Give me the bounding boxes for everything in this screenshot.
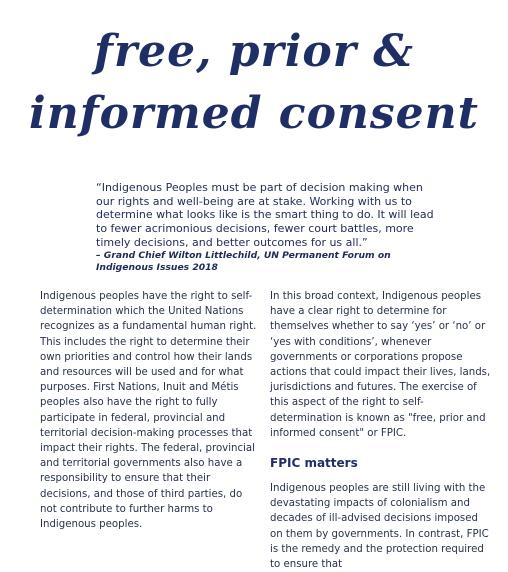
right-column [270,289,492,572]
quote-text: “Indigenous Peoples must be part of decision making when our rights and well-being are at stake. Working with us to determine what looks like is the smart thing to do. It will lead to fewer acrimonious decisions, fewer court battles, more timely decisions, and better outcomes for us all.” [96,181,434,249]
right-column-paragraph-1: In this broad context, Indigenous peoples have a clear right to determine for themselves whether to say ‘yes’ or ‘no’ or ‘yes with conditions’, whenever governments or corporations propose actions that could impact their lives, lands, jurisdictions and futures. The exercise of this aspect of the right to self-determination is known as "free, prior and informed consent" or FPIC. [270,291,491,439]
pull-quote [96,181,436,274]
right-column-paragraph-2: Indigenous peoples are still living with the devastating impacts of colonialism and decades of ill-advised decisions imposed on them by governments. In contrast, FPIC is the remedy and the protection required to ensure that [270,483,489,571]
left-column [40,289,262,532]
quote-attribution: – Grand Chief Wilton Littlechild, UN Permanent Forum on Indigenous Issues 2018 [96,249,391,273]
document-title-line-2: informed consent [28,88,479,139]
section-heading-fpic-matters: FPIC matters [270,456,358,471]
left-column-paragraph: Indigenous peoples have the right to self-determination which the United Nations recognizes as a fundamental human right. This includes the right to determine their own priorities and control how their lands and resources will be used and for what purposes. First Nations, Inuit and Métis peoples also have the right to fully participate in federal, provincial and territorial decision-making processes that impact their rights. The federal, provincial and territorial governments also have a responsibility to ensure that their decisions, and those of third parties, do not contribute to further harms to Indigenous peoples. [40,291,257,531]
document-title-line-1: free, prior & [94,26,414,77]
